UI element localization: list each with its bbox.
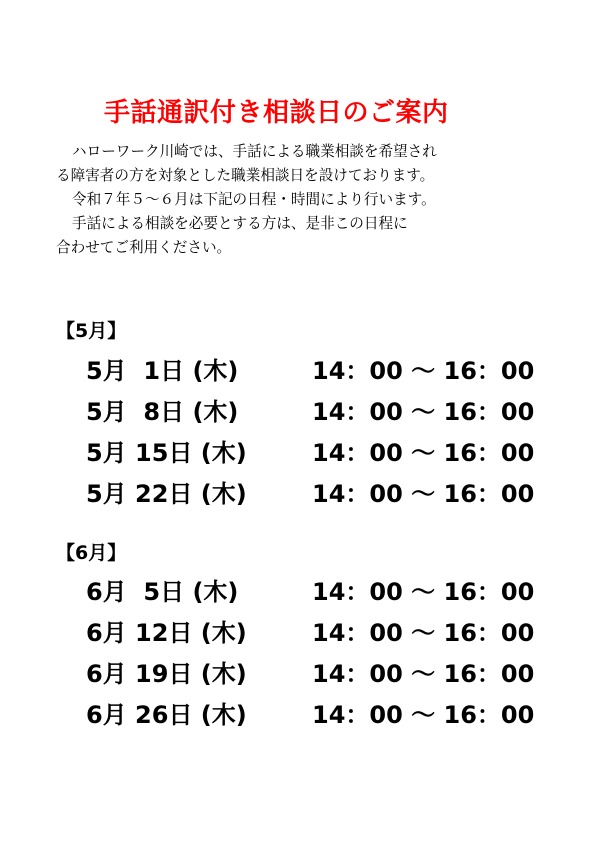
schedule-date: 5月 15日 (木) (86, 439, 247, 467)
schedule-date: 5月 1日 (木) (86, 357, 239, 385)
schedule-time: 14：00 ～ 16：00 (312, 660, 535, 688)
intro-line: ハローワーク川崎では、手話による職業相談を希望され (72, 143, 437, 160)
schedule-time: 14：00 ～ 16：00 (312, 480, 535, 508)
schedule-date: 6月 26日 (木) (86, 701, 247, 729)
schedule-date: 5月 22日 (木) (86, 480, 247, 508)
schedule-row (86, 392, 546, 433)
schedule-row (86, 613, 546, 654)
schedule-time: 14：00 ～ 16：00 (312, 701, 535, 729)
schedule-time: 14：00 ～ 16：00 (312, 398, 535, 426)
schedule-time: 14：00 ～ 16：00 (312, 439, 535, 467)
schedule-row (86, 654, 546, 695)
schedule-time: 14：00 ～ 16：00 (312, 578, 535, 606)
schedule-row (86, 695, 546, 736)
schedule-date: 6月 12日 (木) (86, 619, 247, 647)
schedule-date: 6月 19日 (木) (86, 660, 247, 688)
intro-line: る障害者の方を対象とした職業相談日を設けております。 (56, 167, 435, 184)
schedule-date: 5月 8日 (木) (86, 398, 239, 426)
schedule-row (86, 351, 546, 392)
section-header-may: 【5月】 (56, 320, 127, 342)
schedule-row (86, 474, 546, 515)
schedule-date: 6月 5日 (木) (86, 578, 239, 606)
intro-line: 令和７年５～６月は下記の日程・時間により行います。 (72, 191, 436, 208)
schedule-row (86, 433, 546, 474)
schedule-list-june (86, 572, 546, 736)
schedule-list-may (86, 351, 546, 515)
intro-line: 手話による相談を必要とする方は、是非この日程に (72, 215, 408, 232)
section-header-june: 【6月】 (56, 542, 127, 564)
schedule-time: 14：00 ～ 16：00 (312, 619, 535, 647)
intro-text (56, 140, 556, 260)
page-title: 手話通訳付き相談日のご案内 (104, 98, 449, 128)
schedule-row (86, 572, 546, 613)
schedule-time: 14：00 ～ 16：00 (312, 357, 535, 385)
intro-line: 合わせてご利用ください。 (56, 239, 232, 256)
